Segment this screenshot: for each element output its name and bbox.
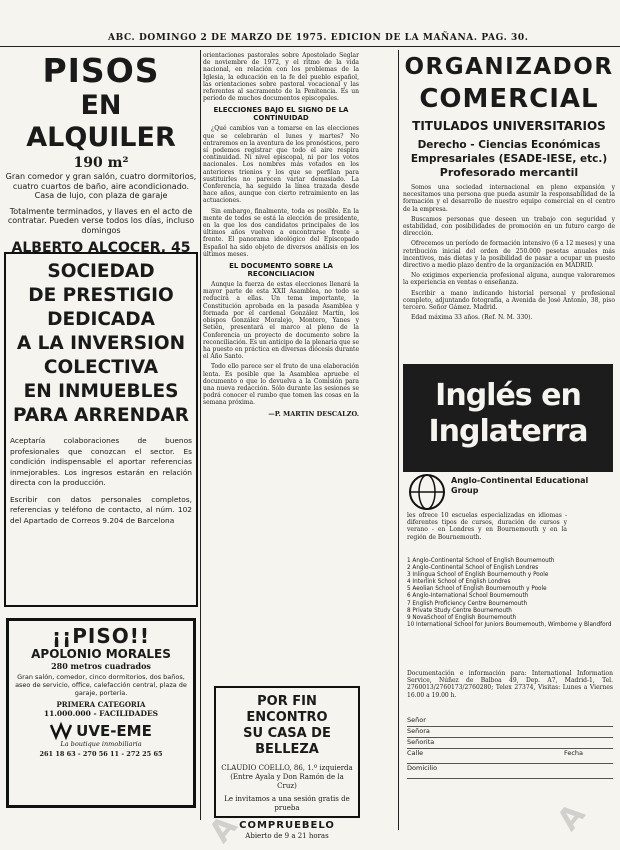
belleza-address: CLAUDIO COELLO, 86, 1.º izquierda (Entre Ayala y Don Ramón de la Cruz) [221, 764, 353, 790]
comercial-title: COMERCIAL [419, 84, 599, 114]
belleza-title: SU CASA DE BELLEZA [243, 726, 331, 757]
belleza-invite: Le invitamos a una sesión gratis de prueba [224, 795, 350, 812]
pisos-size: 190 m² [73, 155, 129, 171]
list-item: 1 Anglo-Continental School of English Bournemouth [407, 558, 555, 564]
sociedad-title-line: A LA INVERSION [16, 333, 186, 354]
sociedad-contact: Escribir con datos personales completos, referencias y teléfono de contacto, al núm. 102 del Apartado de Correos 9.204 de Barcelona [10, 494, 192, 525]
ingles-contact: Documentación e información para: International Information Service, Núñez de Balboa 49, Dep. A7, Madrid-1, Tel. 2760013/2760173/2760280; Telex 27374, Visitas: Lunes a Viernes 16.00 a 19.00 h. [407, 670, 613, 699]
list-item: 5 Aeolian School of English Bournemouth y Poole [407, 586, 547, 593]
list-item: 7 English Proficiency Centre Bournemouth [407, 600, 528, 607]
organizador-paragraph: Buscamos personas que deseen un trabajo con seguridad y estabilidad, con posibilidades de promoción en un futuro cargo de dirección. [403, 215, 615, 238]
list-item: 4 Interlink School of English Londres [407, 579, 511, 586]
pisos-description: Gran comedor y gran salón, cuatro dormitorios, cuatro cuartos de baño, aire acondicionado. Casa de lujo, con plaza de garaje [5, 172, 197, 200]
watermark-stamp: A [550, 797, 593, 838]
uveeme-logo-icon [50, 724, 72, 738]
form-label: Señor [407, 716, 426, 724]
list-item: 9 NovaSchool of English Bournemouth [407, 614, 517, 621]
section-heading-documento: EL DOCUMENTO SOBRE LA RECONCILIACION [229, 262, 333, 279]
ingles-banner-line: Inglés en [435, 378, 581, 413]
piso-price: 11.000.000 - FACILIDADES [43, 709, 159, 718]
sociedad-title-line: EN INMUEBLES [23, 381, 179, 402]
belleza-cta: COMPRUEBELO [239, 820, 335, 831]
piso-street: APOLONIO MORALES [31, 647, 171, 661]
piso-brand-row [14, 722, 188, 740]
ingles-intro: les ofrece 10 escuelas especializadas en idiomas - diferentes tipos de cursos, duración de cursos y verano - en Londres y en Bournemouth y en la región de Bournemouth. [407, 512, 567, 541]
sociedad-title-line: DE PRESTIGIO [28, 285, 174, 306]
piso-apolonio-ad [6, 618, 196, 808]
pisos-address: ALBERTO ALCOCER, 45 [11, 240, 191, 256]
article-paragraph: Todo ello parece ser el fruto de una elaboración lenta. Es posible que la Asamblea apruebe el documento o que lo devuelva a la Comisión para una nueva redacción. Sólo durante las sesiones se podrá conocer el rumbo que tomen las cosas en la semana próxima. [203, 363, 359, 407]
sociedad-ad [4, 252, 198, 607]
form-label: Calle [407, 749, 424, 757]
piso-title: ¡¡PISO!! [52, 624, 150, 648]
article-intro: orientaciones pastorales sobre Apostolado Seglar de noviembre de 1972, y el ritmo de la vida nacional, en relación con los problemas de la Iglesia, la educación en la fe del pueblo español, las orientaciones sobre pastoral vocacional y las referentes al sacramento de la Penitencia. Es un período de muchos documentos episcopales. [203, 52, 359, 103]
ingles-group: Anglo-Continental Educational Group [451, 476, 589, 495]
page-header: ABC. DOMINGO 2 DE MARZO DE 1975. EDICION DE LA MAÑANA. PAG. 30. [108, 33, 529, 43]
sociedad-title-line: SOCIEDAD [47, 261, 155, 282]
form-row [407, 727, 613, 738]
pisos-title: PISOS [42, 51, 160, 90]
piso-category: PRIMERA CATEGORIA [56, 700, 146, 709]
sociedad-title-line: PARA ARRENDAR [12, 405, 190, 426]
piso-brand: UVE-EME [76, 722, 152, 740]
list-item: 2 Anglo-Continental School of English Londres [407, 565, 539, 572]
organizador-paragraph: Escribir a mano indicando historial personal y profesional completo, adjuntando fotografía, a Avenida de José Antonio, 38, piso tercero. Señor Gámez. Madrid. [403, 289, 615, 312]
article-paragraph: ¿Qué cambios van a tomarse en las elecciones que se celebrarán el lunes y martes? No entraremos en la aventura de los pronósticos, pero sí podemos registrar que todo el aire respira continuidad. Ni nivel episcopal, ni por los votos nacionales. Los nombres más votados en los anteriores trienios y los que se perfilan para sustituirles no parecen variar demasiado. La Conferencia, ha seguido la línea trazada desde hace años, aunque con cierto retraimiento en las actuaciones. [203, 125, 359, 205]
ingles-banner-line: Inglaterra [428, 414, 588, 449]
form-row [407, 749, 613, 764]
piso-brand-sub: La boutique inmobiliaria [60, 740, 142, 748]
article-paragraph: Sin embargo, finalmente, toda es posible. En la mente de todos se está la elección de presidente, en la que los dos candidatos principales de los últimos años vuelven a encontrarse frente a frente. El panorama ideológico del Episcopado Español ha sido objeto de diversos análisis en los últimos meses. [203, 207, 359, 258]
list-item: 3 Inlingua School of English Bournemouth y Poole [407, 572, 549, 579]
list-item: 10 International School for Juniors Bournemouth, Wimborne y Blandford [407, 621, 612, 628]
organizador-paragraph: Somos una sociedad internacional en pleno expansión y necesitamos una persona que pueda asumir la responsabilidad de la formación y el desarrollo de nuestro equipo comercial en el centro de la empresa. [403, 184, 615, 213]
form-label: Señora [407, 727, 430, 735]
form-label: Fecha [563, 749, 583, 757]
ingles-banner [403, 364, 613, 472]
piso-size: 280 metros cuadrados [51, 661, 151, 671]
ingles-form [407, 716, 613, 779]
article-signature: —P. MARTIN DESCALZO. [268, 409, 359, 418]
organizador-paragraph: Ofrecemos un período de formación intensivo (6 a 12 meses) y una retribución inicial del orden de 250.000 pesetas anuales más incentivos, más dietas y la posibilidad de pasar a ocupar un puesto directivo a medio plazo dentro de la organización en MADRID. [403, 240, 615, 270]
alquiler-title: EN ALQUILER [26, 90, 176, 153]
ingles-school-list [407, 558, 612, 629]
organizador-subtitle: TITULADOS UNIVERSITARIOS [412, 119, 606, 133]
pisos-alquiler-ad [4, 51, 198, 256]
sociedad-title-line: DEDICADA [47, 309, 155, 330]
sociedad-title-line: COLECTIVA [43, 357, 159, 378]
organizador-fields: Derecho - Ciencias Económicas Empresariales (ESADE-IESE, etc.) [410, 139, 608, 165]
form-label: Domicilio [407, 764, 438, 772]
belleza-title: POR FIN ENCONTRO [246, 694, 328, 725]
form-row [407, 738, 613, 749]
form-row [407, 716, 613, 727]
organizador-paragraph: Edad máxima 33 años. (Ref. N. M. 330). [411, 314, 533, 322]
form-label: Señorita [407, 738, 435, 746]
ingles-ad [403, 364, 615, 834]
sociedad-body: Aceptaría colaboraciones de buenos profesionales que conozcan el sector. Es condición indispensable el aportar referencias inmejorables. Los ingresos estarán en relación directa con la producción. [10, 436, 192, 487]
organizador-profile: Profesorado mercantil [439, 166, 579, 179]
watermark-stamp: A [202, 809, 245, 850]
belleza-hours: Abierto de 9 a 21 horas [245, 832, 329, 840]
pisos-terms: Totalmente terminados, y llaves en el acto de contratar. Pueden verse todos los días, incluso domingos [7, 206, 195, 235]
column-divider [398, 50, 399, 830]
article-column [203, 52, 359, 672]
header-rule [0, 46, 620, 47]
piso-phones: 261 18 63 - 270 56 11 - 272 25 65 [39, 750, 163, 758]
list-item: 6 Anglo-International School Bournemouth [407, 593, 529, 600]
piso-details: Gran salón, comedor, cinco dormitorios, dos baños, aseo de servicio, office, calefacción central, plaza de garaje, portería. [15, 673, 187, 697]
article-paragraph: Aunque la fuerza de estas elecciones llenará la mayor parte de esta XXII Asamblea, no todo se reducirá a ellas. Un tema importante, la Constitución aprobada en la pasada Asamblea y formada por el cardenal González Martín, los obispos González Moralejo, Montero, Yanes y Setién, presentará el marco al pleno de la Conferencia un proyecto de documento sobre la reconciliación. Es un anticipo de la plenaria que se ha puesto en práctica en diversas diócesis durante el Año Santo. [203, 281, 359, 361]
sociedad-title [10, 260, 192, 428]
list-item: 8 Private Study Centre Bournemouth [407, 607, 512, 614]
globe-logo-icon [407, 472, 447, 512]
organizador-paragraph: No exigimos experiencia profesional alguna, aunque valoraremos la experiencia en ventas o enseñanza. [403, 272, 615, 287]
section-heading-elecciones: ELECCIONES BAJO EL SIGNO DE LA CONTINUIDAD [213, 106, 349, 123]
form-row [407, 764, 613, 779]
belleza-ad [214, 686, 360, 840]
organizador-title: ORGANIZADOR [404, 54, 614, 80]
organizador-ad [403, 52, 615, 342]
column-divider [200, 50, 201, 820]
